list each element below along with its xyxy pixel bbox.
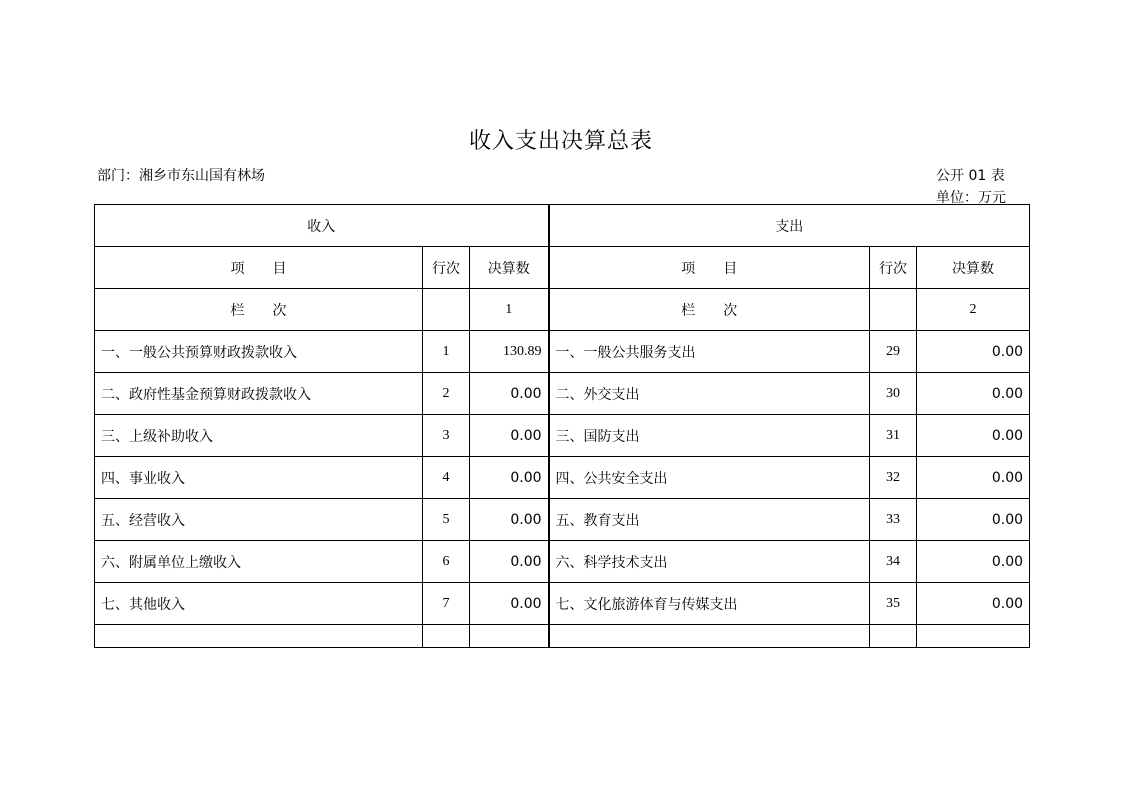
expense-amount: 0.00 [917, 331, 1030, 373]
income-amount: 0.00 [470, 583, 549, 625]
expense-row-no: 30 [870, 373, 917, 415]
expense-header: 支出 [549, 205, 1030, 247]
expense-column-number: 2 [917, 289, 1030, 331]
expense-item: 四、公共安全支出 [549, 457, 870, 499]
income-row-no: 3 [423, 415, 470, 457]
expense-row-no: 35 [870, 583, 917, 625]
income-header: 收入 [95, 205, 549, 247]
expense-item: 一、一般公共服务支出 [549, 331, 870, 373]
empty-cell [470, 625, 549, 648]
expense-amount: 0.00 [917, 415, 1030, 457]
table-row-empty [95, 625, 1030, 648]
empty-cell [917, 625, 1030, 648]
expense-column-label: 栏 次 [549, 289, 870, 331]
table-row [95, 541, 1030, 583]
expense-amount: 0.00 [917, 583, 1030, 625]
income-row-no: 4 [423, 457, 470, 499]
form-number: 公开 01 表 [936, 168, 1005, 184]
expense-amount-header: 决算数 [917, 247, 1030, 289]
income-column-number: 1 [470, 289, 549, 331]
table-row [95, 373, 1030, 415]
expense-item: 二、外交支出 [549, 373, 870, 415]
income-row-no: 6 [423, 541, 470, 583]
income-item: 三、上级补助收入 [95, 415, 423, 457]
income-amount: 0.00 [470, 499, 549, 541]
income-column-label: 栏 次 [95, 289, 423, 331]
expense-item-header: 项 目 [549, 247, 870, 289]
expense-item: 六、科学技术支出 [549, 541, 870, 583]
department-label: 部门：湘乡市东山国有林场 [97, 168, 265, 184]
income-item: 六、附属单位上缴收入 [95, 541, 423, 583]
expense-item: 三、国防支出 [549, 415, 870, 457]
income-row-no: 2 [423, 373, 470, 415]
income-amount-header: 决算数 [470, 247, 549, 289]
empty-cell [870, 625, 917, 648]
income-row-no: 7 [423, 583, 470, 625]
income-expense-table [94, 204, 1030, 648]
column-number-row [95, 289, 1030, 331]
expense-row-no-header: 行次 [870, 247, 917, 289]
income-item: 五、经营收入 [95, 499, 423, 541]
expense-item: 五、教育支出 [549, 499, 870, 541]
column-header-row [95, 247, 1030, 289]
income-amount: 0.00 [470, 415, 549, 457]
income-item: 七、其他收入 [95, 583, 423, 625]
income-column-empty [423, 289, 470, 331]
table-row [95, 415, 1030, 457]
table-row [95, 583, 1030, 625]
income-row-no: 1 [423, 331, 470, 373]
empty-cell [95, 625, 423, 648]
table-row [95, 331, 1030, 373]
expense-row-no: 32 [870, 457, 917, 499]
expense-amount: 0.00 [917, 541, 1030, 583]
expense-amount: 0.00 [917, 373, 1030, 415]
expense-column-empty [870, 289, 917, 331]
page-title: 收入支出决算总表 [468, 129, 653, 154]
expense-row-no: 31 [870, 415, 917, 457]
expense-row-no: 33 [870, 499, 917, 541]
income-amount: 0.00 [470, 373, 549, 415]
expense-amount: 0.00 [917, 499, 1030, 541]
income-amount: 0.00 [470, 541, 549, 583]
section-header-row [95, 205, 1030, 247]
empty-cell [423, 625, 470, 648]
income-row-no-header: 行次 [423, 247, 470, 289]
unit-label: 单位：万元 [936, 190, 1006, 206]
table-row [95, 499, 1030, 541]
empty-cell [549, 625, 870, 648]
expense-row-no: 29 [870, 331, 917, 373]
table-row [95, 457, 1030, 499]
income-amount: 130.89 [470, 331, 549, 373]
income-item: 四、事业收入 [95, 457, 423, 499]
income-item: 二、政府性基金预算财政拨款收入 [95, 373, 423, 415]
income-item: 一、一般公共预算财政拨款收入 [95, 331, 423, 373]
expense-amount: 0.00 [917, 457, 1030, 499]
expense-row-no: 34 [870, 541, 917, 583]
income-amount: 0.00 [470, 457, 549, 499]
expense-item: 七、文化旅游体育与传媒支出 [549, 583, 870, 625]
income-item-header: 项 目 [95, 247, 423, 289]
income-row-no: 5 [423, 499, 470, 541]
